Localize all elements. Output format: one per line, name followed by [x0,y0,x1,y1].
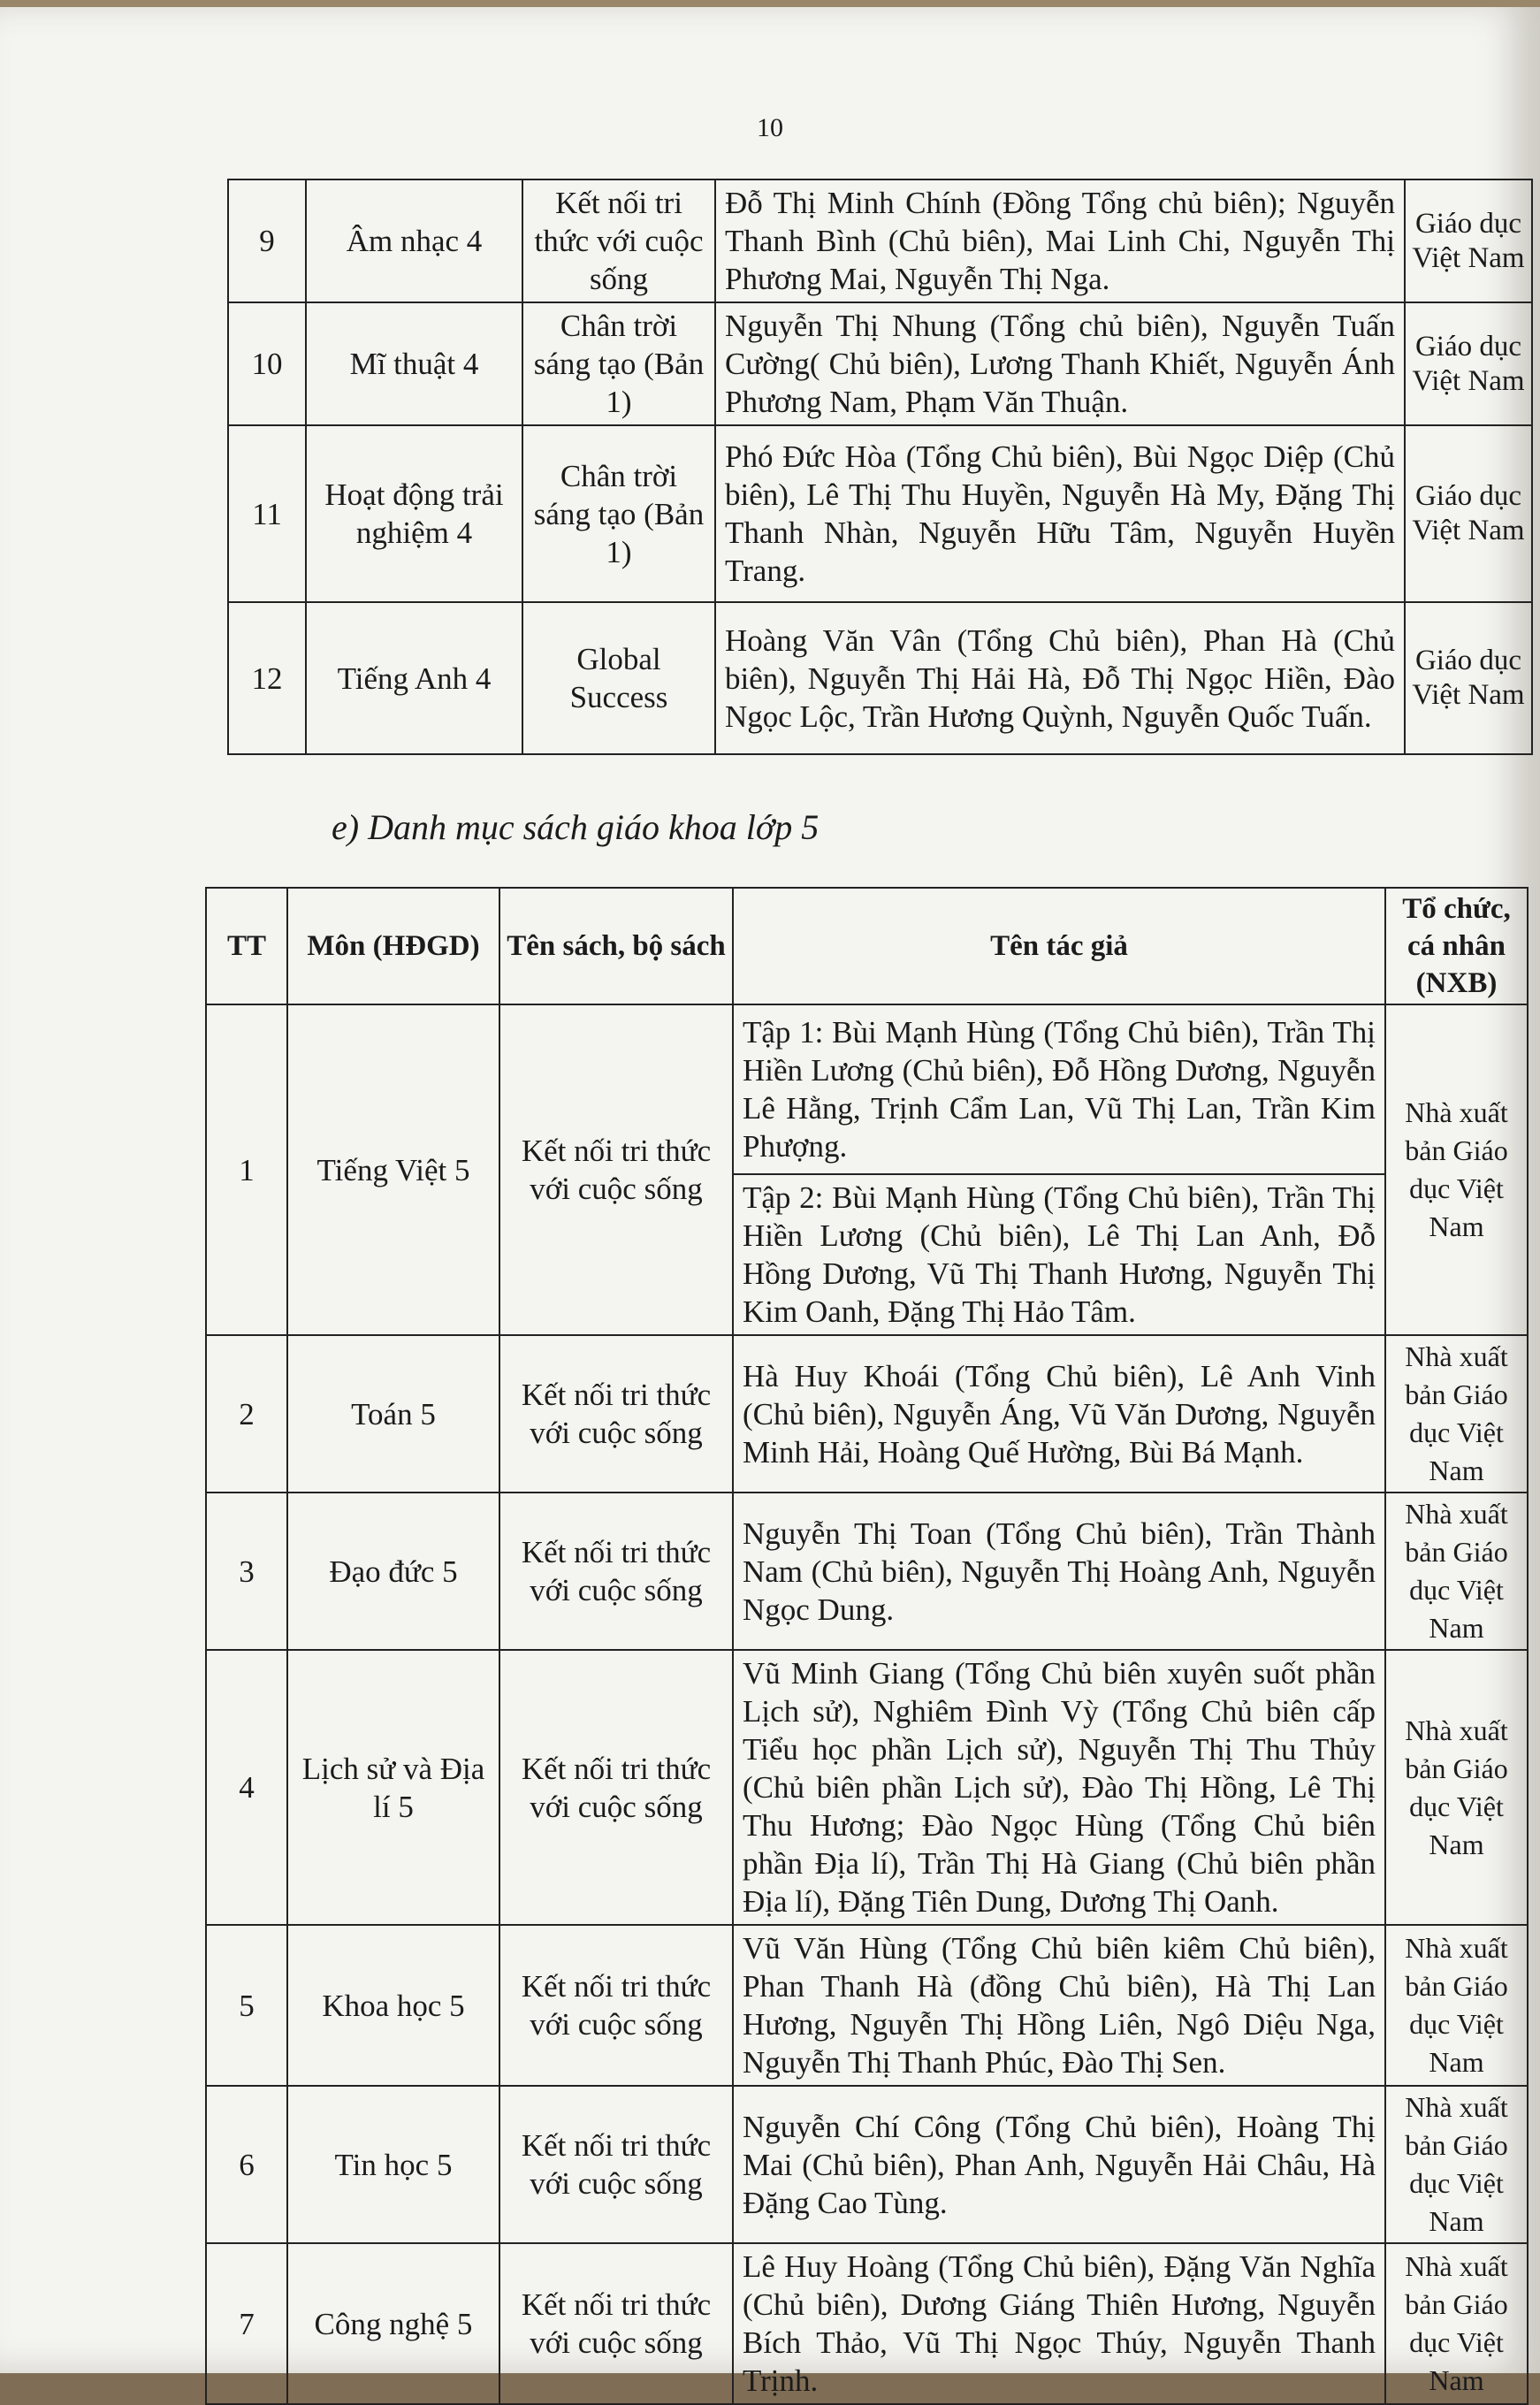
cell-mon: Khoa học 5 [287,1925,499,2086]
cell-nxb: Giáo dục Việt Nam [1405,425,1532,602]
cell-tt: 12 [228,602,306,754]
cell-sach: Kết nối tri thức với cuộc sống [499,1004,733,1335]
cell-nxb: Nhà xuất bản Giáo dục Việt Nam [1385,1335,1528,1493]
cell-mon: Âm nhạc 4 [306,179,522,302]
cell-nxb: Nhà xuất bản Giáo dục Việt Nam [1385,1925,1528,2086]
cell-nxb: Giáo dục Việt Nam [1405,602,1532,754]
cell-tac-gia: Hoàng Văn Vân (Tổng Chủ biên), Phan Hà (Chủ biên), Nguyễn Thị Hải Hà, Đỗ Thị Ngọc Hiền, Đào Ngọc Lộc, Trần Hương Quỳnh, Nguyễn Quốc Tuấn. [715,602,1405,754]
cell-mon: Tiếng Anh 4 [306,602,522,754]
cell-sach: Kết nối tri thức với cuộc sống [499,1650,733,1925]
table-row [228,602,1532,754]
cell-tac-gia: Nguyễn Thị Toan (Tổng Chủ biên), Trần Thành Nam (Chủ biên), Nguyễn Thị Hoàng Anh, Nguyễn Ngọc Dung. [733,1493,1385,1650]
table-row [228,425,1532,602]
table-row [206,1335,1528,1493]
header-tt: TT [206,888,287,1004]
cell-sach: Kết nối tri thức với cuộc sống [499,2086,733,2243]
cell-sach: Chân trời sáng tạo (Bản 1) [522,425,715,602]
grade4-table [227,179,1533,755]
cell-tt: 3 [206,1493,287,1650]
cell-mon: Công nghệ 5 [287,2243,499,2404]
cell-nxb: Nhà xuất bản Giáo dục Việt Nam [1385,1004,1528,1335]
cell-tac-gia: Phó Đức Hòa (Tổng Chủ biên), Bùi Ngọc Diệp (Chủ biên), Lê Thị Thu Huyền, Nguyễn Hà My, Đặng Thị Thanh Nhàn, Nguyễn Hữu Tâm, Nguyễn Huyền Trang. [715,425,1405,602]
cell-mon: Đạo đức 5 [287,1493,499,1650]
cell-mon: Lịch sử và Địa lí 5 [287,1650,499,1925]
cell-sach: Chân trời sáng tạo (Bản 1) [522,302,715,425]
cell-mon: Tiếng Việt 5 [287,1004,499,1335]
cell-sach: Kết nối tri thức với cuộc sống [499,1493,733,1650]
table-row [206,1004,1528,1174]
cell-tac-gia: Đỗ Thị Minh Chính (Đồng Tổng chủ biên); Nguyễn Thanh Bình (Chủ biên), Mai Linh Chi, Nguyễn Thị Phương Mai, Nguyễn Thị Nga. [715,179,1405,302]
table-row [206,1493,1528,1650]
cell-tac-gia: Nguyễn Chí Công (Tổng Chủ biên), Hoàng Thị Mai (Chủ biên), Phan Anh, Nguyễn Hải Châu, Hà Đặng Cao Tùng. [733,2086,1385,2243]
page-edge [0,0,1540,7]
cell-tac-gia: Vũ Minh Giang (Tổng Chủ biên xuyên suốt phần Lịch sử), Nghiêm Đình Vỳ (Tổng Chủ biên cấp Tiểu học phần Lịch sử), Nguyễn Thị Thu Thủy (Chủ biên phần Lịch sử), Đào Thị Hồng, Lê Thị Thu Hương; Đào Ngọc Hùng (Tổng Chủ biên phần Địa lí), Trần Thị Hà Giang (Chủ biên phần Địa lí), Đặng Tiên Dung, Dương Thị Oanh. [733,1650,1385,1925]
cell-tac-gia: Vũ Văn Hùng (Tổng Chủ biên kiêm Chủ biên), Phan Thanh Hà (đồng Chủ biên), Hà Thị Lan Hương, Nguyễn Thị Hồng Liên, Ngô Diệu Nga, Nguyễn Thị Thanh Phúc, Đào Thị Sen. [733,1925,1385,2086]
cell-sach: Kết nối tri thức với cuộc sống [499,1925,733,2086]
cell-tt: 11 [228,425,306,602]
cell-tac-gia: Nguyễn Thị Nhung (Tổng chủ biên), Nguyễn Tuấn Cường( Chủ biên), Lương Thanh Khiết, Nguyễn Ánh Phương Nam, Phạm Văn Thuận. [715,302,1405,425]
header-sach: Tên sách, bộ sách [499,888,733,1004]
cell-nxb: Giáo dục Việt Nam [1405,302,1532,425]
cell-mon: Toán 5 [287,1335,499,1493]
cell-sach: Kết nối tri thức với cuộc sống [522,179,715,302]
cell-sach: Kết nối tri thức với cuộc sống [499,2243,733,2404]
cell-tt: 4 [206,1650,287,1925]
section-title: e) Danh mục sách giáo khoa lớp 5 [332,807,820,847]
table-header-row [206,888,1528,1004]
table-row [206,1925,1528,2086]
header-mon: Môn (HĐGD) [287,888,499,1004]
table-row [206,1650,1528,1925]
cell-tt: 6 [206,2086,287,2243]
cell-mon: Hoạt động trải nghiệm 4 [306,425,522,602]
cell-tac-gia: Tập 2: Bùi Mạnh Hùng (Tổng Chủ biên), Trần Thị Hiền Lương (Chủ biên), Lê Thị Lan Anh, Đỗ Hồng Dương, Vũ Thị Thanh Hương, Nguyễn Thị Kim Oanh, Đặng Thị Hảo Tâm. [733,1174,1385,1335]
cell-mon: Mĩ thuật 4 [306,302,522,425]
cell-nxb: Nhà xuất bản Giáo dục Việt Nam [1385,2086,1528,2243]
cell-tac-gia: Lê Huy Hoàng (Tổng Chủ biên), Đặng Văn Nghĩa (Chủ biên), Dương Giáng Thiên Hương, Nguyễn Bích Thảo, Vũ Thị Ngọc Thúy, Nguyễn Thanh Trịnh. [733,2243,1385,2404]
cell-tt: 9 [228,179,306,302]
cell-tt: 5 [206,1925,287,2086]
table-row [206,2243,1528,2404]
page-number: 10 [757,113,783,142]
header-tac-gia: Tên tác giả [733,888,1385,1004]
cell-sach: Kết nối tri thức với cuộc sống [499,1335,733,1493]
table-row [228,179,1532,302]
header-nxb: Tổ chức, cá nhân (NXB) [1385,888,1528,1004]
cell-nxb: Nhà xuất bản Giáo dục Việt Nam [1385,1493,1528,1650]
cell-mon: Tin học 5 [287,2086,499,2243]
cell-nxb: Nhà xuất bản Giáo dục Việt Nam [1385,1650,1528,1925]
table-row [206,2086,1528,2243]
cell-tac-gia: Tập 1: Bùi Mạnh Hùng (Tổng Chủ biên), Trần Thị Hiền Lương (Chủ biên), Đỗ Hồng Dương, Nguyễn Lê Hằng, Trịnh Cẩm Lan, Vũ Thị Lan, Trần Kim Phượng. [733,1004,1385,1174]
cell-nxb: Nhà xuất bản Giáo dục Việt Nam [1385,2243,1528,2404]
table-row [228,302,1532,425]
cell-sach: Global Success [522,602,715,754]
grade5-table [205,887,1529,2405]
cell-nxb: Giáo dục Việt Nam [1405,179,1532,302]
cell-tt: 1 [206,1004,287,1335]
cell-tt: 10 [228,302,306,425]
cell-tt: 2 [206,1335,287,1493]
cell-tac-gia: Hà Huy Khoái (Tổng Chủ biên), Lê Anh Vinh (Chủ biên), Nguyễn Áng, Vũ Văn Dương, Nguyễn Minh Hải, Hoàng Quế Hường, Bùi Bá Mạnh. [733,1335,1385,1493]
cell-tt: 7 [206,2243,287,2404]
